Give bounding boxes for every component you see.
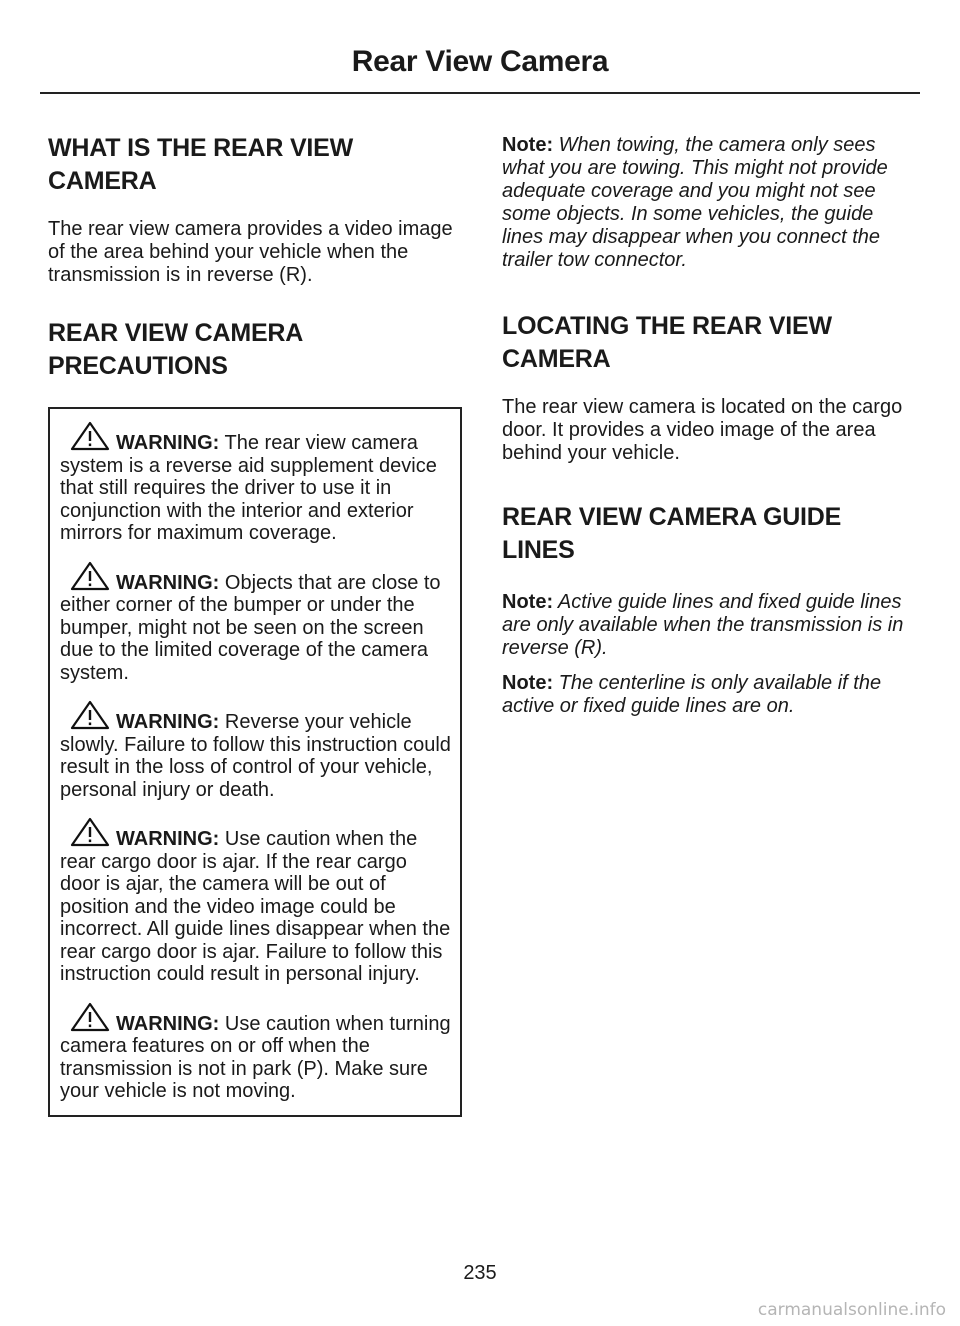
section-heading-guide-lines (502, 501, 914, 567)
note-text: Active guide lines and fixed guide lines are only available when the transmission is in reverse (R). (502, 591, 904, 659)
warning-item (60, 700, 452, 801)
warning-item (60, 421, 452, 545)
section-heading-precautions (48, 317, 460, 383)
section-body-what-is: The rear view camera provides a video image of the area behind your vehicle when the transmission is in reverse (R). (48, 218, 453, 286)
heading-line: WHAT IS THE REAR VIEW (48, 134, 354, 162)
warning-triangle-icon (70, 1002, 110, 1032)
heading-line: CAMERA (48, 167, 157, 195)
warning-text: The rear view camera system is a reverse aid supplement device that still requires the driver to use it in conjunction with the interior and exterior mirrors for maximum coverage. (60, 432, 437, 544)
warning-label: WARNING: (116, 1012, 220, 1035)
page-header (40, 40, 920, 94)
note-label: Note: (502, 591, 554, 613)
warning-label: WARNING: (116, 571, 220, 594)
section-heading-what-is (48, 132, 460, 198)
watermark: carmanualsonline.info (757, 1300, 946, 1320)
note-guide-lines (502, 591, 914, 660)
warning-label: WARNING: (116, 432, 220, 454)
section-heading-locating (502, 310, 914, 376)
note-towing (502, 134, 914, 272)
note-text: When towing, the camera only sees what you are towing. This might not provide adequate coverage and you might not see some objects. In some vehicles, the guide lines may disappear when you connect the trailer tow connector. (502, 134, 888, 271)
warning-triangle-icon (70, 700, 110, 730)
note-centerline (502, 672, 914, 718)
right-column (502, 134, 914, 730)
heading-line: PRECAUTIONS (48, 352, 228, 380)
warning-label: WARNING: (116, 828, 220, 850)
left-column (48, 132, 460, 1117)
heading-line: LINES (502, 536, 575, 564)
warning-label: WARNING: (116, 711, 220, 733)
warning-text: Objects that are close to either corner of the bumper or under the bumper, might not be seen on the screen due to the limited coverage of the camera system. (60, 571, 441, 684)
note-label: Note: (502, 672, 554, 694)
page-number: 235 (463, 1262, 497, 1284)
note-text: The centerline is only available if the active or fixed guide lines are on. (502, 672, 882, 717)
warning-triangle-icon (70, 817, 110, 847)
warning-item (60, 561, 452, 685)
page-title: Rear View Camera (351, 45, 609, 78)
heading-line: CAMERA (502, 345, 611, 373)
heading-line: REAR VIEW CAMERA (48, 319, 304, 347)
warning-text: Use caution when turning camera features on or off when the transmission is not in park (P). Make sure your vehicle is not moving. (60, 1012, 451, 1102)
heading-line: LOCATING THE REAR VIEW (502, 312, 832, 340)
warning-triangle-icon (70, 421, 110, 451)
note-label: Note: (502, 134, 554, 156)
warning-text: Reverse your vehicle slowly. Failure to follow this instruction could result in the loss of control of your vehicle, personal injury or death. (60, 711, 451, 801)
warning-item (60, 817, 452, 986)
warning-triangle-icon (70, 561, 110, 591)
section-body-locating: The rear view camera is located on the cargo door. It provides a video image of the area behind your vehicle. (502, 396, 903, 464)
heading-line: REAR VIEW CAMERA GUIDE (502, 503, 842, 531)
warning-box (48, 407, 462, 1117)
warning-text: Use caution when the rear cargo door is ajar. If the rear cargo door is ajar, the camera will be out of position and the video image could be incorrect. All guide lines disappear when the rear cargo door is ajar. Failure to follow this instruction could result in personal injury. (60, 828, 451, 985)
warning-item (60, 1002, 452, 1103)
